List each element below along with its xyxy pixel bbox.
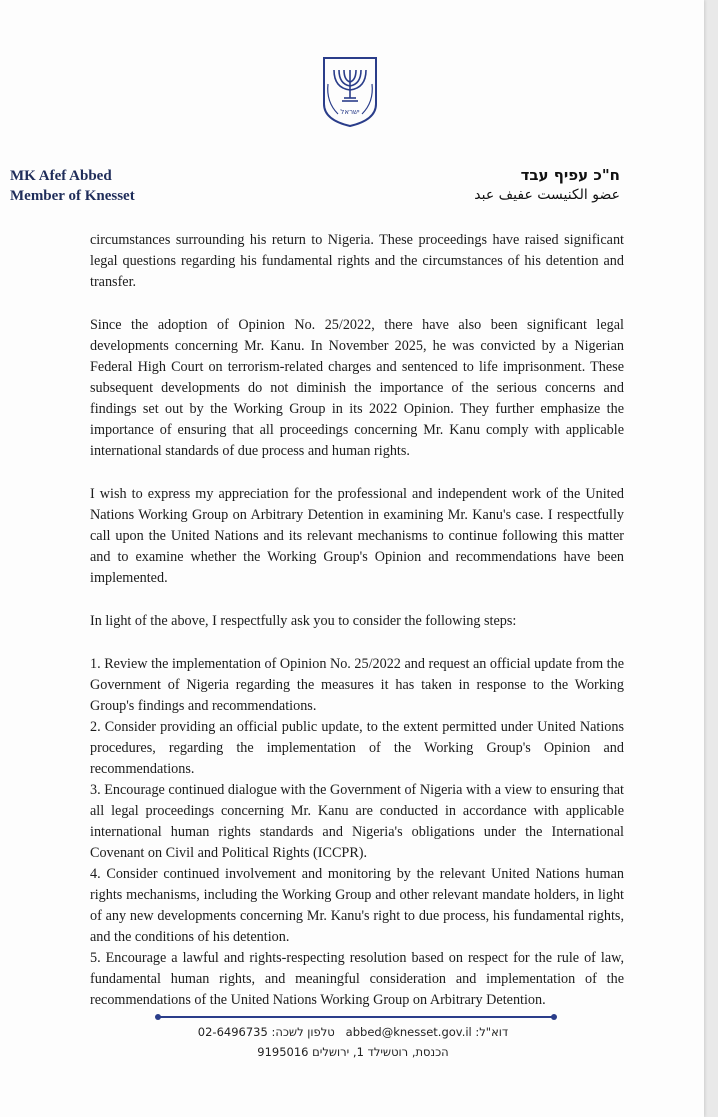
email-label: דוא"ל: bbox=[475, 1025, 509, 1039]
paragraph-legal-developments: Since the adoption of Opinion No. 25/2022, there have also been significant legal developments concerning Mr. Kanu. In November 2025, he was convicted by a Nigerian Federal High Court on terrorism-related charges and sentenced to life imprisonment. These subsequent developments do not diminish the importance of the serious concerns and findings set out by the Working Group in its 2022 Opinion. They further emphasize the importance of ensuring that all proceedings concerning Mr. Kanu comply with applicable international standards of due process and human rights. bbox=[90, 317, 624, 459]
sender-name-hebrew: ח"כ עפיף עבד bbox=[520, 166, 620, 184]
sender-block-he-ar bbox=[474, 165, 620, 205]
steps-list bbox=[90, 654, 624, 1011]
letter-body bbox=[90, 230, 624, 1011]
svg-text:ישראל: ישראל bbox=[340, 108, 360, 116]
divider-dot bbox=[155, 1014, 161, 1020]
sender-block-en bbox=[10, 166, 135, 206]
phone-number: 02-6496735 bbox=[197, 1025, 268, 1039]
step-item: 2. Consider providing an official public update, to the extent permitted under United Nations procedures, regarding the implementation of the Working Group's Opinion and recommendations. bbox=[90, 719, 624, 777]
footer-contact-row bbox=[180, 1022, 526, 1042]
divider-dot bbox=[551, 1014, 557, 1020]
step-item: 1. Review the implementation of Opinion No. 25/2022 and request an official update from the Government of Nigeria regarding the measures it has taken in response to the Working Group's findings and recommendations. bbox=[90, 656, 625, 714]
footer-contact bbox=[180, 1022, 526, 1062]
step-item: 3. Encourage continued dialogue with the Government of Nigeria with a view to ensuring that all legal proceedings concerning Mr. Kanu are conducted in accordance with applicable international human rights standards and Nigeria's obligations under the International Covenant on Civil and Political Rights (ICCPR). bbox=[90, 782, 624, 861]
knesset-emblem-icon bbox=[320, 54, 380, 128]
footer-address: הכנסת, רוטשילד 1, ירושלים 9195016 bbox=[257, 1045, 449, 1059]
sender-name: MK Afef Abbed bbox=[10, 168, 112, 184]
email-link[interactable]: abbed@knesset.gov.il bbox=[345, 1025, 472, 1039]
paragraph-appreciation: I wish to express my appreciation for the professional and independent work of the United Nations Working Group on Arbitrary Detention in examining Mr. Kanu's case. I respectfully call upon the United Nations and its relevant mechanisms to continue following this matter and to examine whether the Working Group's Opinion and recommendations have been implemented. bbox=[90, 486, 624, 586]
footer-divider bbox=[158, 1016, 554, 1018]
step-item: 4. Consider continued involvement and monitoring by the relevant United Nations human rights mechanisms, including the Working Group and other relevant mandate holders, in light of any new developments concerning Mr. Kanu's right to due process, his fundamental rights, and the conditions of his detention. bbox=[90, 866, 624, 945]
paragraph-continuation: circumstances surrounding his return to Nigeria. These proceedings have raised significant legal questions regarding his fundamental rights and the circumstances of his detention and transfer. bbox=[90, 232, 624, 290]
sender-title: Member of Knesset bbox=[10, 188, 135, 204]
phone-label: טלפון לשכה: bbox=[271, 1025, 335, 1039]
step-item: 5. Encourage a lawful and rights-respecting resolution based on respect for the rule of law, fundamental human rights, and meaningful consideration and implementation of the recommendations of the United Nations Working Group on Arbitrary Detention. bbox=[90, 950, 624, 1008]
paragraph-request-intro: In light of the above, I respectfully ask you to consider the following steps: bbox=[90, 613, 517, 629]
sender-title-arabic: عضو الكنيست عفيف عبد bbox=[474, 187, 620, 203]
